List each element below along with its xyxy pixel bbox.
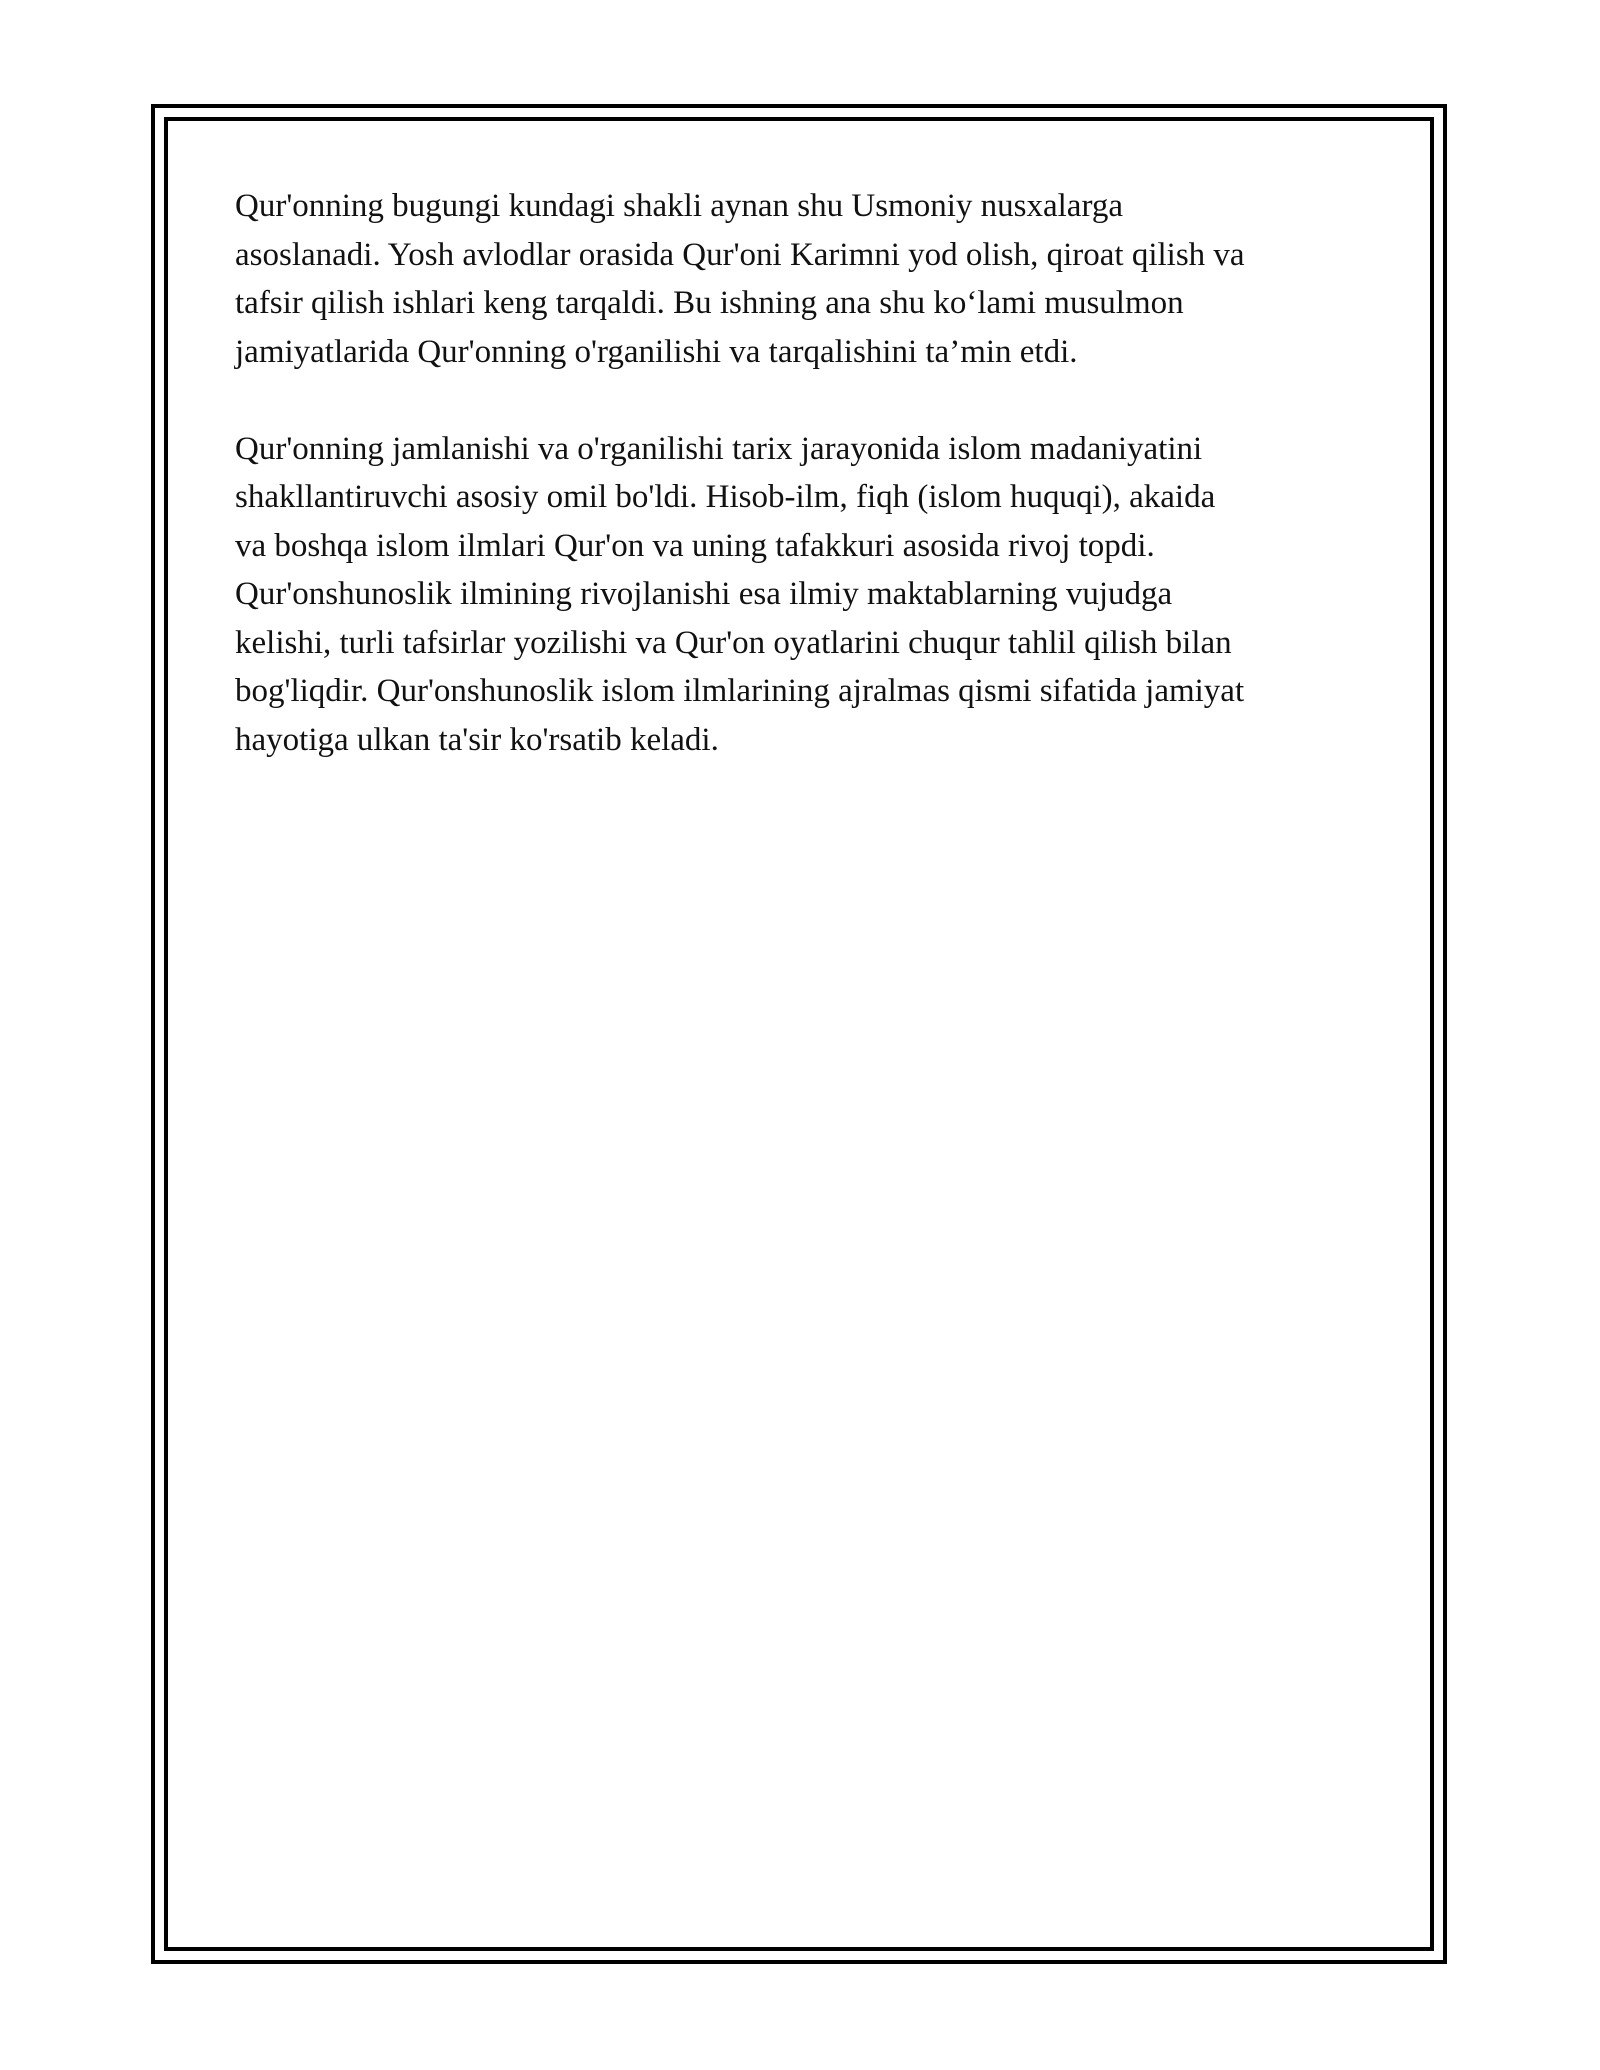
paragraph-line: tafsir qilish ishlari keng tarqaldi. Bu ishning ana shu ko‘lami musulmon (235, 285, 1184, 321)
paragraph-line: va boshqa islom ilmlari Qur'on va uning tafakkuri asosida rivoj topdi. (235, 527, 1155, 564)
paragraph-line: shakllantiruvchi asosiy omil bo'ldi. Hisob-ilm, fiqh (islom huquqi), akaida (235, 479, 1216, 515)
document-body (235, 182, 1385, 764)
paragraph-1 (235, 182, 1385, 376)
paragraph-line: asoslanadi. Yosh avlodlar orasida Qur'oni Karimni yod olish, qiroat qilish va (235, 236, 1245, 273)
paragraph-line: bog'liqdir. Qur'onshunoslik islom ilmlarining ajralmas qismi sifatida jamiyat (235, 673, 1245, 709)
paragraph-line: Qur'onning bugungi kundagi shakli aynan shu Usmoniy nusxalarga (235, 188, 1123, 224)
paragraph-line: Qur'onshunoslik ilmining rivojlanishi esa ilmiy maktablarning vujudga (235, 576, 1173, 612)
paragraph-line: Qur'onning jamlanishi va o'rganilishi tarix jarayonida islom madaniyatini (235, 430, 1203, 467)
paragraph-line: kelishi, turli tafsirlar yozilishi va Qur'on oyatlarini chuqur tahlil qilish bilan (235, 624, 1232, 661)
paragraph-line: hayotiga ulkan ta'sir ko'rsatib keladi. (235, 721, 719, 758)
paragraph-2 (235, 425, 1385, 765)
paragraph-line: jamiyatlarida Qur'onning o'rganilishi va tarqalishini ta’min etdi. (235, 333, 1078, 370)
